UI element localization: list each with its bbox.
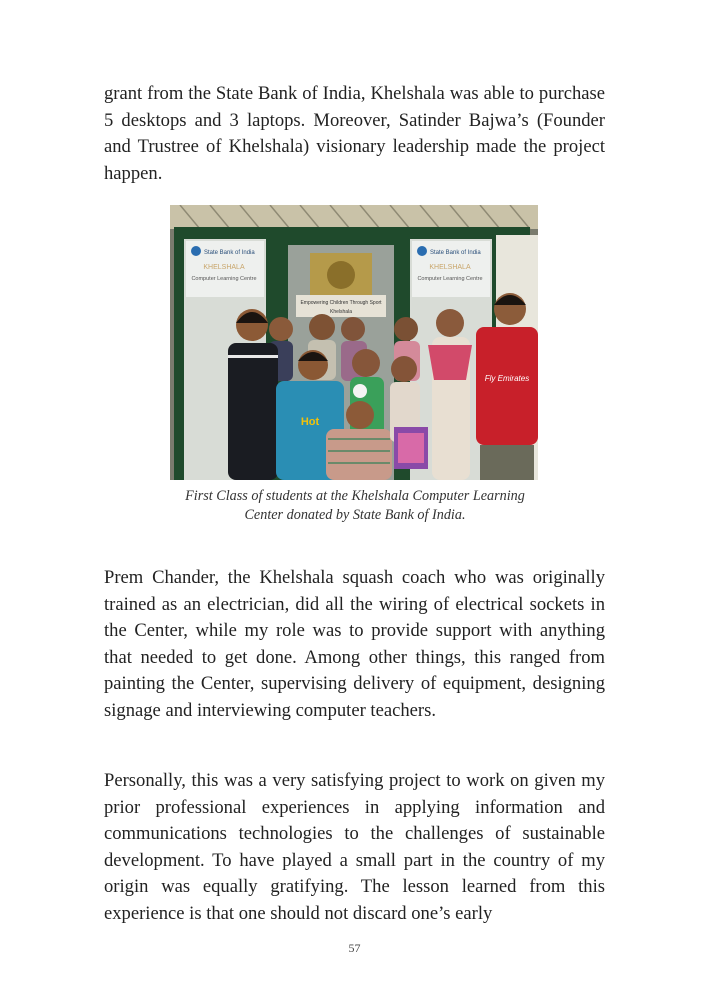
- body-paragraph-3: Personally, this was a very satisfying project to work on given my prior professional experiences in applying information and communications technologies to the challenges of sustainable development. To have played a small part in the country of my origin was equally gratifying. The lesson learned from this experience is that one should not discard one’s early: [104, 770, 605, 924]
- caption-line-2: Center donated by State Bank of India.: [244, 507, 466, 523]
- svg-text:KHELSHALA: KHELSHALA: [203, 264, 245, 271]
- caption-line-1: First Class of students at the Khelshala Computer Learning: [185, 488, 525, 504]
- svg-text:State Bank of India: State Bank of India: [430, 250, 481, 256]
- svg-text:Empowering Children Through Sp: Empowering Children Through Sport: [300, 300, 382, 306]
- svg-text:Khelshala: Khelshala: [330, 309, 352, 315]
- svg-text:Computer Learning Centre: Computer Learning Centre: [191, 276, 257, 282]
- svg-text:State Bank of India: State Bank of India: [204, 250, 255, 256]
- class-photo: [170, 205, 538, 480]
- body-paragraph-2: Prem Chander, the Khelshala squash coach who was originally trained as an electrician, did all the wiring of electrical sockets in the Center, while my role was to provide support with anything that needed to get done. Among other things, this ranged from painting the Center, supervising delivery of equipment, designing signage and interviewing computer teachers.: [104, 567, 605, 721]
- sign-left: [186, 241, 264, 297]
- page-number: 57: [348, 941, 361, 955]
- photo-caption: [150, 487, 560, 525]
- sign-right: [412, 241, 490, 297]
- body-paragraph-1: grant from the State Bank of India, Khelshala was able to purchase 5 desktops and 3 laptops. Moreover, Satinder Bajwa’s (Founder and Trustree of Khelshala) visionary leadership made the project happen.: [104, 83, 605, 184]
- svg-text:KHELSHALA: KHELSHALA: [429, 264, 471, 271]
- svg-text:Computer Learning Centre: Computer Learning Centre: [417, 276, 483, 282]
- svg-text:Hot: Hot: [300, 416, 320, 428]
- svg-text:Fly Emirates: Fly Emirates: [484, 374, 530, 383]
